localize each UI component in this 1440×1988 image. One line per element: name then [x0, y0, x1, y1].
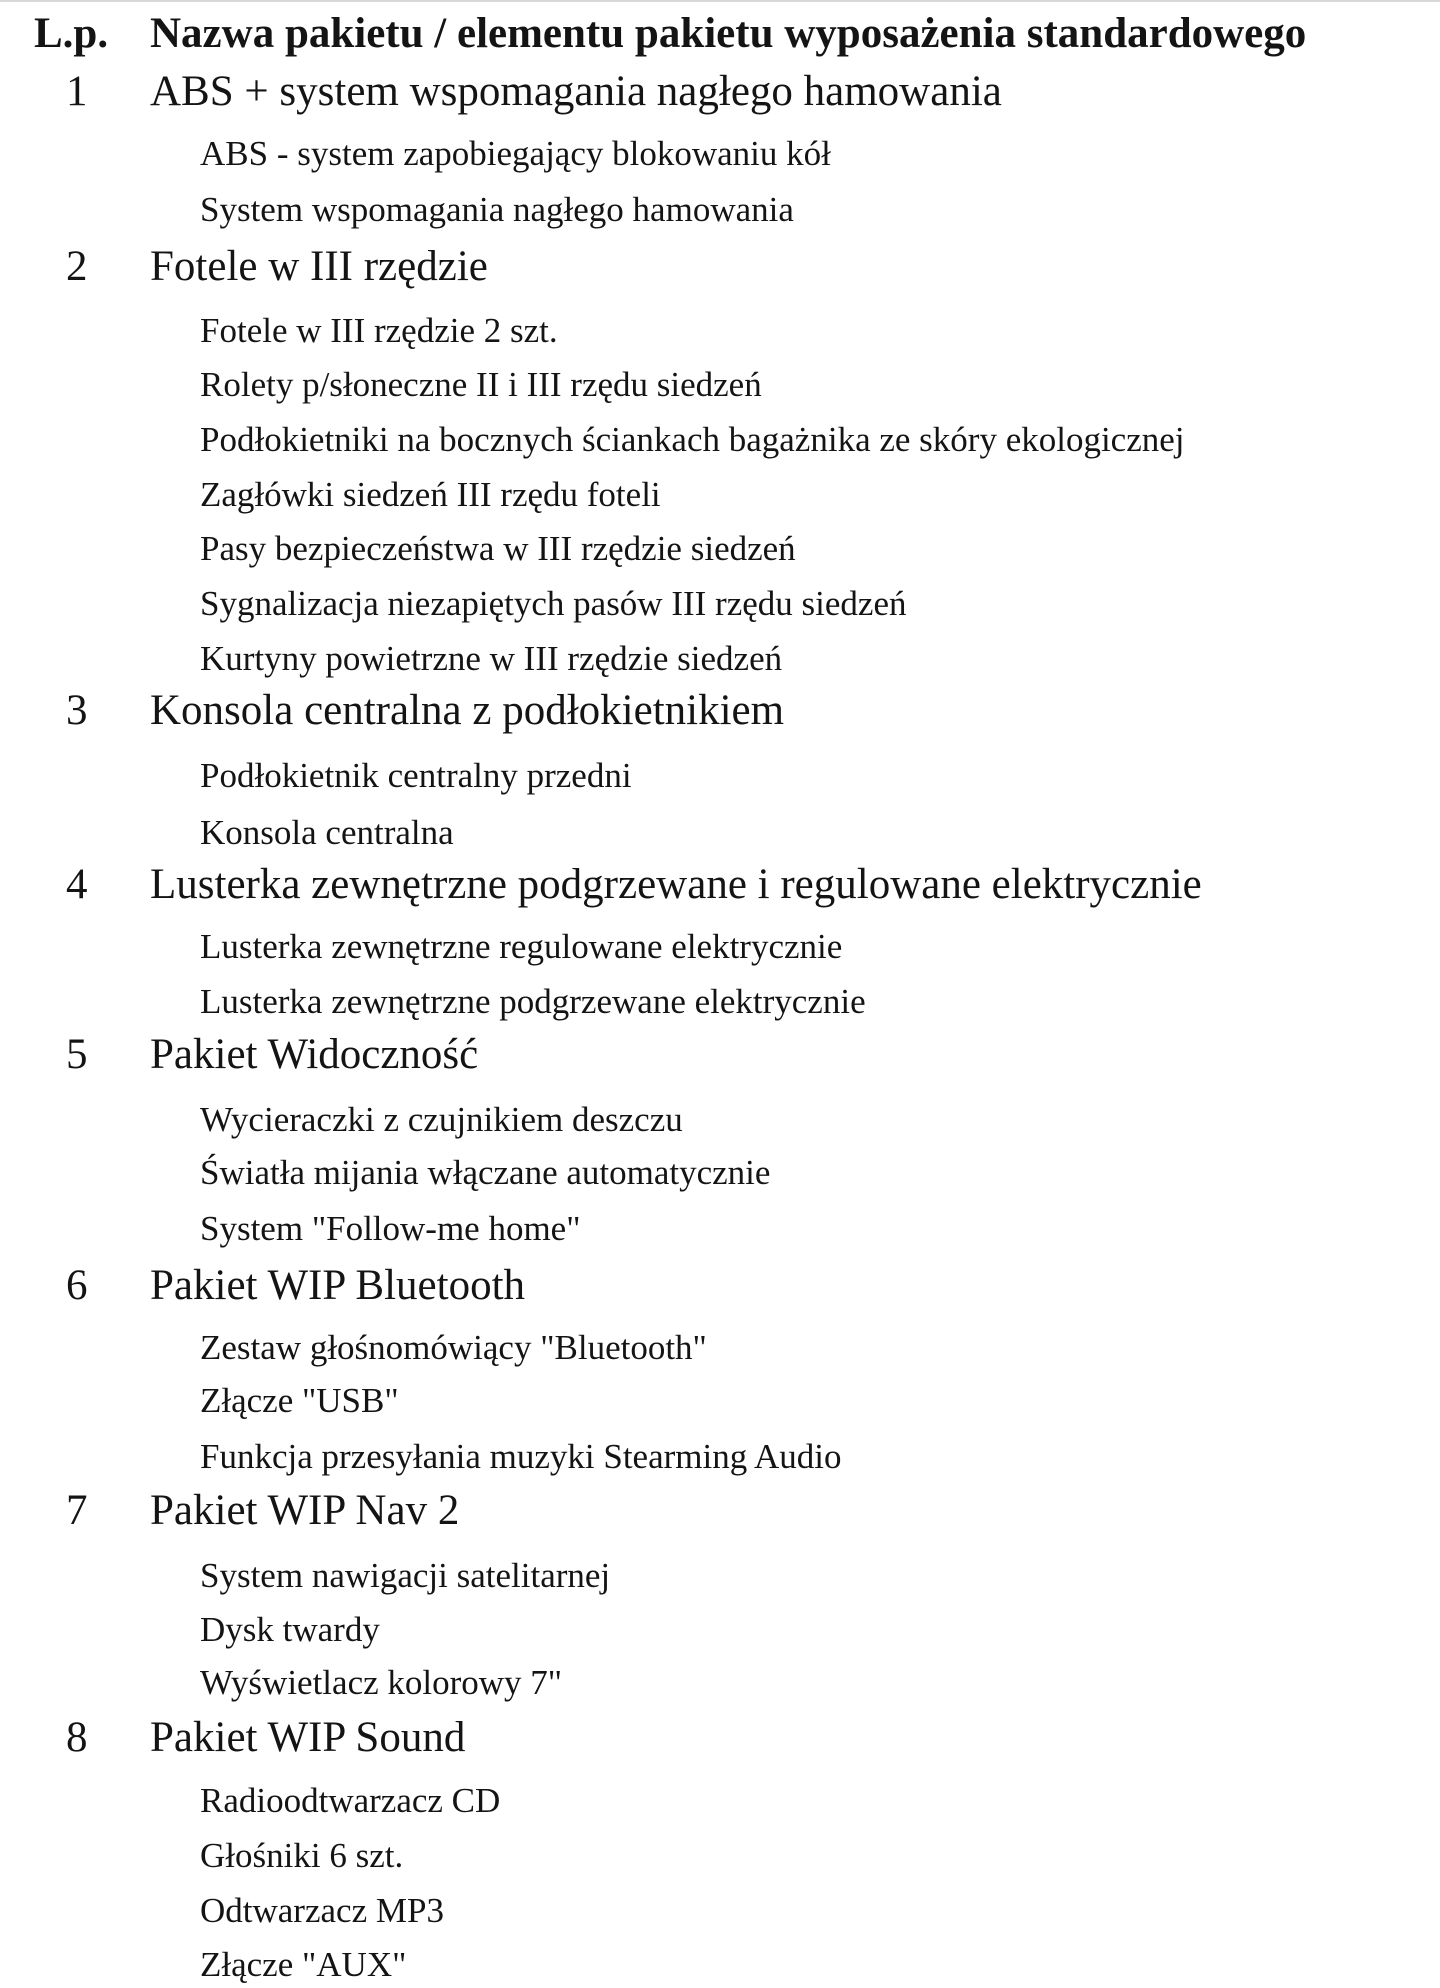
package-name: Pakiet Widoczność: [150, 1031, 479, 1078]
package-item: Złącze "AUX": [200, 1945, 407, 1984]
package-item: Rolety p/słoneczne II i III rzędu siedzeń: [200, 365, 762, 404]
package-name: Lusterka zewnętrzne podgrzewane i regulowane elektrycznie: [150, 861, 1202, 908]
package-item: Wyświetlacz kolorowy 7": [200, 1663, 563, 1702]
package-name: Pakiet WIP Sound: [150, 1714, 466, 1761]
package-item: Zagłówki siedzeń III rzędu foteli: [200, 475, 661, 514]
package-item: Odtwarzacz MP3: [200, 1891, 444, 1930]
package-item: Kurtyny powietrzne w III rzędzie siedzeń: [200, 639, 783, 678]
package-item: System nawigacji satelitarnej: [200, 1556, 611, 1595]
package-item: Głośniki 6 szt.: [200, 1836, 404, 1875]
package-item: Funkcja przesyłania muzyki Stearming Audio: [200, 1437, 842, 1476]
package-number: 7: [66, 1487, 88, 1534]
package-name: ABS + system wspomagania nagłego hamowania: [150, 68, 1002, 115]
package-item: Sygnalizacja niezapiętych pasów III rzędu siedzeń: [200, 584, 907, 623]
package-name: Fotele w III rzędzie: [150, 243, 488, 290]
package-number: 8: [66, 1714, 88, 1761]
package-item: Radioodtwarzacz CD: [200, 1781, 501, 1820]
package-number: 6: [66, 1262, 88, 1309]
package-item: Światła mijania włączane automatycznie: [200, 1153, 771, 1192]
package-number: 3: [66, 687, 88, 734]
package-item: Zestaw głośnomówiący "Bluetooth": [200, 1328, 707, 1367]
package-number: 4: [66, 861, 88, 908]
package-number: 2: [66, 243, 88, 290]
package-number: 5: [66, 1031, 88, 1078]
package-name: Pakiet WIP Bluetooth: [150, 1262, 526, 1309]
package-item: Fotele w III rzędzie 2 szt.: [200, 311, 558, 350]
package-item: Wycieraczki z czujnikiem deszczu: [200, 1100, 683, 1139]
column-header-name: Nazwa pakietu / elementu pakietu wyposażenia standardowego: [150, 10, 1307, 57]
package-item: Podłokietnik centralny przedni: [200, 756, 632, 795]
package-number: 1: [66, 68, 88, 115]
package-item: System wspomagania nagłego hamowania: [200, 190, 794, 229]
package-item: Dysk twardy: [200, 1610, 380, 1649]
column-header-lp: L.p.: [34, 10, 109, 57]
package-item: Podłokietniki na bocznych ściankach bagażnika ze skóry ekologicznej: [200, 420, 1185, 459]
package-item: System "Follow-me home": [200, 1209, 581, 1248]
package-item: Lusterka zewnętrzne regulowane elektrycznie: [200, 927, 843, 966]
package-item: Złącze "USB": [200, 1381, 399, 1420]
package-name: Pakiet WIP Nav 2: [150, 1487, 460, 1534]
package-item: Pasy bezpieczeństwa w III rzędzie siedzeń: [200, 529, 796, 568]
package-name: Konsola centralna z podłokietnikiem: [150, 687, 785, 734]
table-header: [0, 0, 1440, 70]
package-item: Lusterka zewnętrzne podgrzewane elektrycznie: [200, 982, 866, 1021]
package-item: ABS - system zapobiegający blokowaniu kół: [200, 134, 831, 173]
package-item: Konsola centralna: [200, 813, 454, 852]
